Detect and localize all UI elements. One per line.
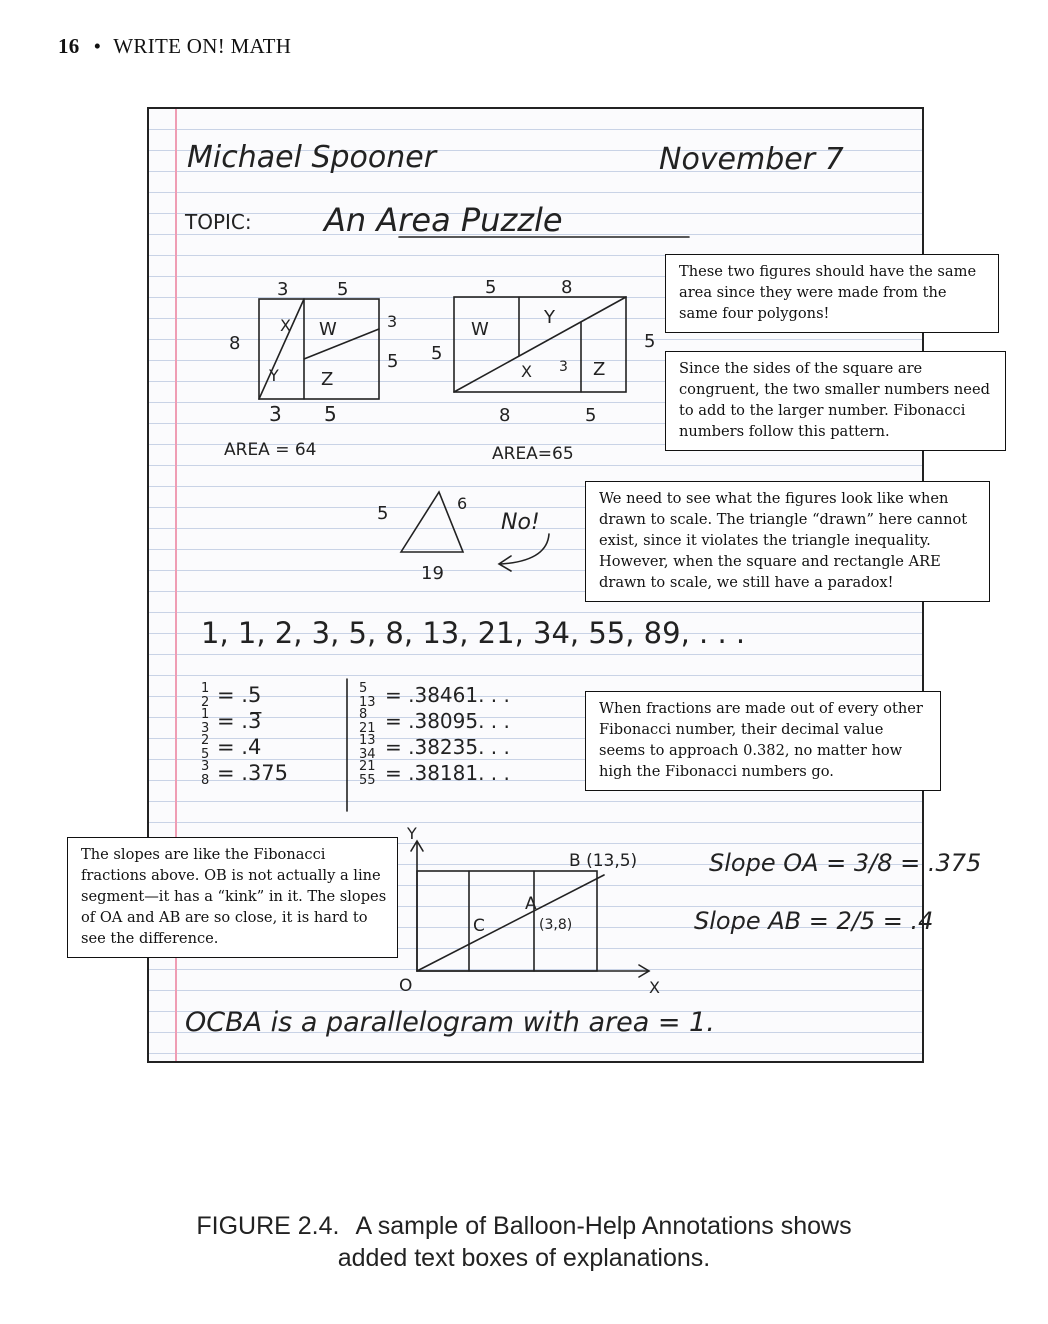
origin-label: O <box>399 976 413 996</box>
fraction-den: 13 <box>359 695 376 710</box>
triangle-sketch <box>401 492 463 552</box>
fibonacci-sequence: 1, 1, 2, 3, 5, 8, 13, 21, 34, 55, 89, . . . <box>201 616 746 650</box>
fraction-value: = .38181. . . <box>385 761 510 785</box>
rect-region-z: Z <box>593 359 606 380</box>
fraction-num: 1 <box>201 707 210 722</box>
caption-line-1: A sample of Balloon-Help Annotations shows <box>355 1212 852 1240</box>
conclusion: OCBA is a parallelogram with area = 1. <box>185 1007 715 1038</box>
fraction-den: 21 <box>359 721 376 736</box>
square-region-w: W <box>319 319 337 340</box>
square-left-8: 8 <box>229 333 241 354</box>
point-c-label: C <box>473 916 485 936</box>
rect-bottom-8: 8 <box>499 405 511 426</box>
fraction-value: = .375 <box>217 761 289 785</box>
fraction-num: 1 <box>201 681 210 696</box>
fraction-num: 5 <box>359 681 368 696</box>
fraction-num: 8 <box>359 707 368 722</box>
fraction-value: = .3̅ <box>217 709 262 733</box>
square-bottom-3: 3 <box>269 402 282 426</box>
rect-region-y: Y <box>544 307 555 328</box>
balloon-note-squares: Since the sides of the square are congruent, the two smaller numbers need to add to the larger number. Fibonacci numbers follow this pattern. <box>665 351 1006 451</box>
running-head <box>58 34 291 59</box>
square-top-5: 5 <box>337 279 349 300</box>
square-region-y: Y <box>269 366 279 385</box>
square-right-5: 5 <box>387 351 399 372</box>
square-region-x: X <box>280 316 291 335</box>
figure-label: FIGURE 2.4. <box>196 1212 340 1240</box>
fraction-num: 2 <box>201 733 210 748</box>
rect-right-5: 5 <box>644 331 656 352</box>
triangle-side-5: 5 <box>377 503 389 524</box>
date: November 7 <box>659 142 844 177</box>
curved-arrow-icon <box>499 534 549 571</box>
rect-region-x: X <box>521 362 532 381</box>
fraction-den: 55 <box>359 773 376 788</box>
point-b-label: B (13,5) <box>569 851 638 871</box>
fraction-value: = .38461. . . <box>385 683 510 707</box>
student-name: Michael Spooner <box>187 140 437 175</box>
square-right-3: 3 <box>387 312 398 331</box>
balloon-note-slopes: The slopes are like the Fibonacci fractions above. OB is not actually a line segment—it has a “kink” in it. The slopes of OA and AB are so close, it is hard to see the difference. <box>67 837 398 958</box>
page-number: 16 <box>58 34 80 58</box>
caption-line-2: added text boxes of explanations. <box>337 1244 711 1272</box>
rect-bottom-5: 5 <box>585 405 597 426</box>
triangle-side-6: 6 <box>457 494 468 513</box>
fractions-right <box>359 681 510 788</box>
fraction-num: 21 <box>359 759 376 774</box>
fractions-left <box>201 681 288 788</box>
figure-caption <box>0 1210 1048 1274</box>
square-region-z: Z <box>321 369 334 390</box>
rect-label-3: 3 <box>559 359 568 375</box>
fraction-den: 2 <box>201 695 210 710</box>
rect-left-5: 5 <box>431 343 443 364</box>
square-area: AREA = 64 <box>224 440 317 460</box>
no-note: No! <box>501 510 540 535</box>
slope-oa: Slope OA = 3/8 = .375 <box>709 849 982 877</box>
rect-region-w: W <box>471 319 489 340</box>
fraction-den: 8 <box>201 773 210 788</box>
topic: An Area Puzzle <box>324 201 563 239</box>
point-a-label: A <box>525 894 537 914</box>
x-axis-label: X <box>649 978 660 997</box>
fraction-value: = .38095. . . <box>385 709 510 733</box>
rect-top-8: 8 <box>561 277 573 298</box>
square-bottom-5: 5 <box>324 402 337 426</box>
fraction-value: = .4 <box>217 735 262 759</box>
fraction-value: = .38235. . . <box>385 735 510 759</box>
rect-top-5: 5 <box>485 277 497 298</box>
fraction-den: 5 <box>201 747 210 762</box>
balloon-note-triangle: We need to see what the figures look like when drawn to scale. The triangle “drawn” here cannot exist, since it violates the triangle inequality. However, when the square and rectangle ARE drawn to scale, we still have a paradox! <box>585 481 990 602</box>
fraction-num: 13 <box>359 733 376 748</box>
y-axis-label: Y <box>407 824 417 843</box>
separator-dot: • <box>93 34 102 58</box>
book-title: WRITE ON! MATH <box>113 34 292 58</box>
balloon-note-fractions: When fractions are made out of every other Fibonacci number, their decimal value seems to approach 0.382, no matter how high the Fibonacci numbers go. <box>585 691 941 791</box>
fraction-value: = .5 <box>217 683 262 707</box>
fraction-den: 34 <box>359 747 376 762</box>
balloon-note-area: These two figures should have the same area since they were made from the same four polygons! <box>665 254 999 333</box>
topic-label: TOPIC: <box>185 210 252 234</box>
fraction-den: 3 <box>201 721 210 736</box>
slope-ab: Slope AB = 2/5 = .4 <box>694 907 934 935</box>
fraction-num: 3 <box>201 759 210 774</box>
square-top-3: 3 <box>277 279 289 300</box>
triangle-side-19: 19 <box>421 563 444 584</box>
point-a-coord: (3,8) <box>539 917 573 933</box>
rect-area: AREA=65 <box>492 444 574 464</box>
